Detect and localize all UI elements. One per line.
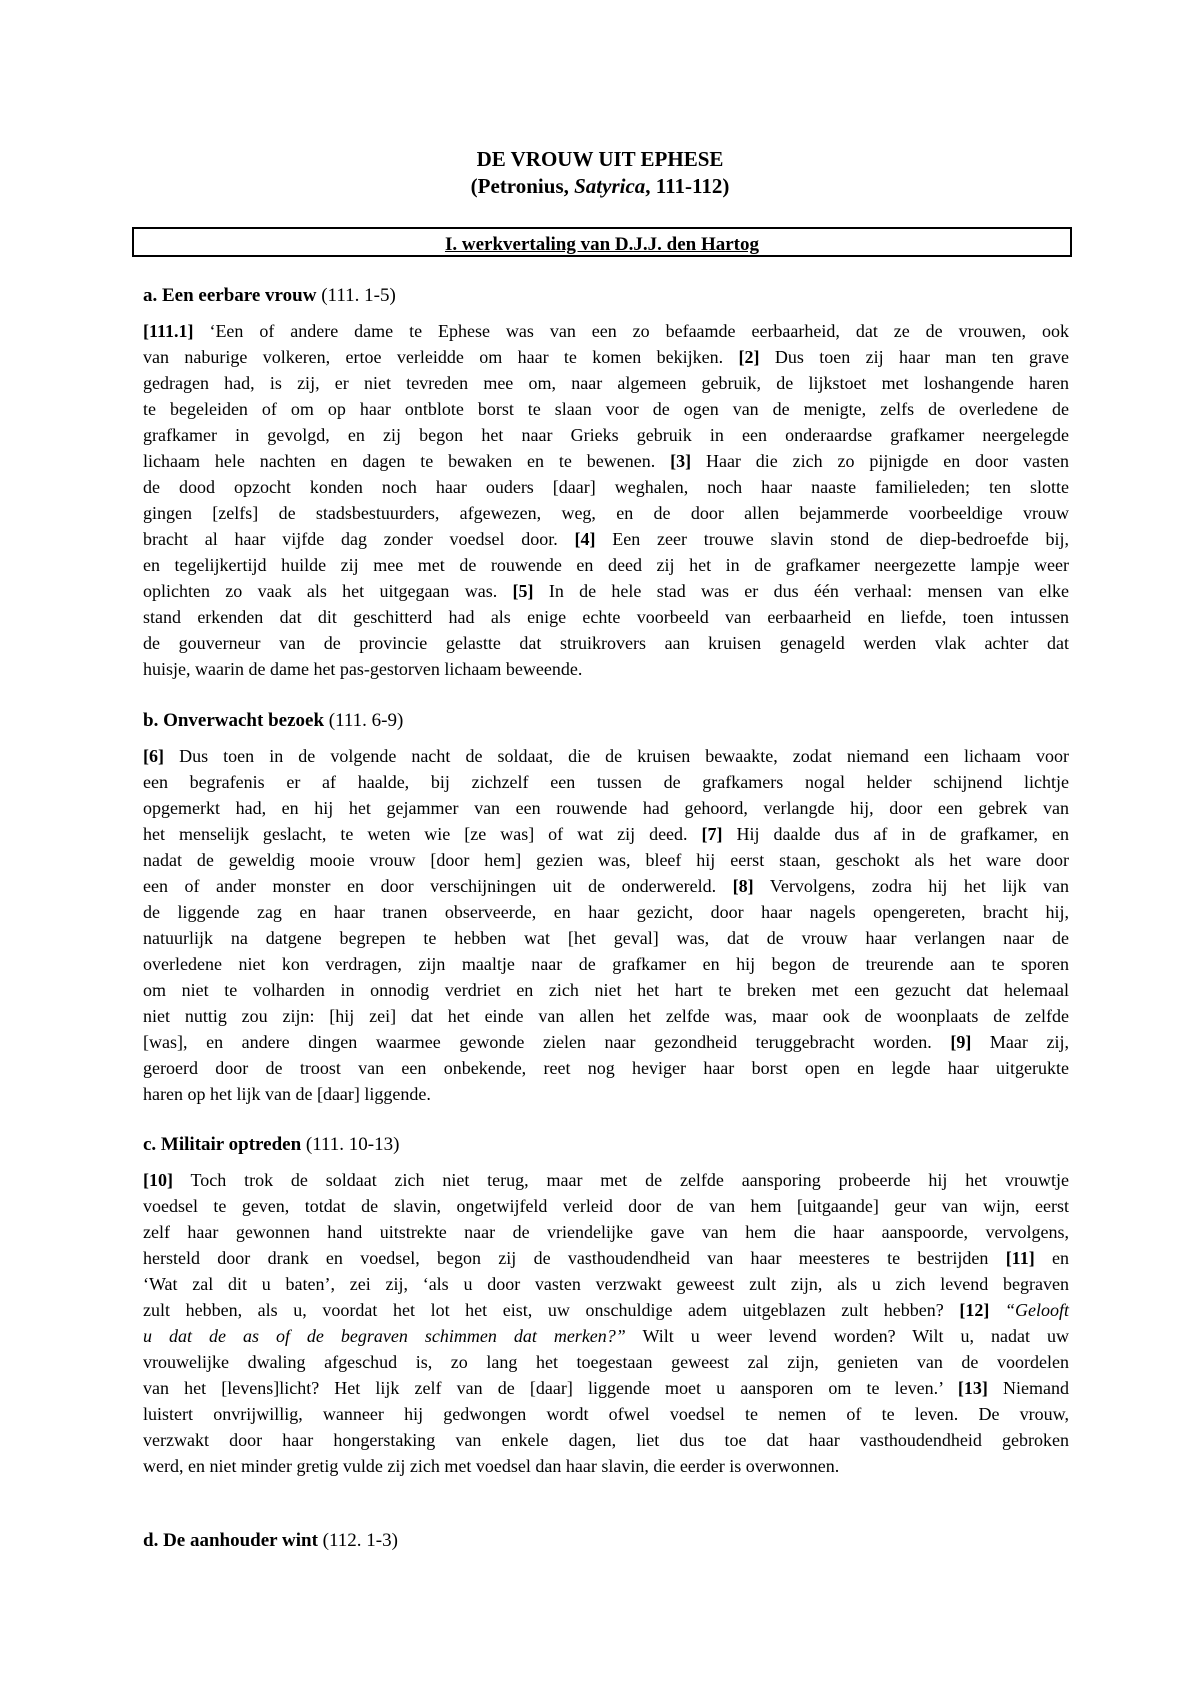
text-run: opgemerkt had, en hij het gejammer van een rouwende had gehoord, verlangde hij, door een gebrek van [143, 798, 1069, 818]
section-heading: I. werkvertaling van D.J.J. den Hartog [444, 234, 759, 255]
text-line [143, 318, 1069, 344]
text-line [143, 977, 1069, 1003]
text-line [143, 630, 1069, 656]
verse-ref: [7] [701, 824, 723, 844]
verse-ref: [13] [957, 1378, 988, 1398]
subsection-title: c. Militair optreden [143, 1134, 302, 1155]
text-run: oplichten zo vaak als het uitgegaan was. [143, 581, 513, 601]
text-run: een of ander monster en door verschijningen uit de onderwereld. [143, 876, 733, 896]
text-line [143, 1219, 1069, 1245]
text-line [143, 1245, 1069, 1271]
paragraph-c [143, 1167, 1069, 1479]
italic-text: “Gelooft [989, 1300, 1069, 1320]
text-run: stand erkenden dat dit geschitterd had als enige echte voorbeeld van eerbaarheid en liefde, toen intussen [143, 607, 1069, 627]
text-run: hersteld door drank en voedsel, begon zij de vasthoudendheid van haar meesteres te bestrijden [143, 1248, 1006, 1268]
text-run: Een zeer trouwe slavin stond de diep-bedroefde bij, [595, 529, 1069, 549]
text-run: om niet te volharden in onnodig verdriet en zich niet het hart te breken met een gezucht dat helemaal [143, 980, 1069, 1000]
text-run: te begeleiden of om op haar ontblote borst te slaan voor de ogen van de menigte, zelfs de overledene de [143, 399, 1069, 419]
subsection-title: d. De aanhouder wint [143, 1530, 318, 1551]
text-run: van het [levens]licht? Het lijk zelf van de [daar] liggende moet u aansporen om te leven.’ [143, 1378, 958, 1398]
text-line [143, 474, 1069, 500]
text-run: natuurlijk na datgene begrepen te hebben wat [het geval] was, dat de vrouw haar verlangen naar de [143, 928, 1069, 948]
text-run: Toch trok de soldaat zich niet terug, maar met de zelfde aansporing probeerde hij het vrouwtje [173, 1170, 1069, 1190]
text-run: verzwakt door haar hongerstaking van enkele dagen, liet dus toe dat haar vasthoudendheid gebroken [143, 1430, 1069, 1450]
text-run: een begrafenis er af haalde, bij zichzelf een tussen de grafkamers nogal helder schijnend lichtje [143, 772, 1069, 792]
subsection-heading-b [143, 710, 403, 732]
subsection-ref: (111. 6-9) [324, 710, 404, 731]
document-subtitle [0, 173, 1200, 200]
text-run: [was], en andere dingen waarmee gewonde zielen naar gezondheid teruggebracht worden. [143, 1032, 951, 1052]
text-line [143, 1375, 1069, 1401]
text-run: huisje, waarin de dame het pas-gestorven lichaam beweende. [143, 659, 583, 679]
text-line [143, 899, 1069, 925]
verse-ref: [5] [512, 581, 534, 601]
text-line [143, 1081, 1069, 1107]
subsection-title: a. Een eerbare vrouw [143, 285, 317, 306]
text-run: haren op het lijk van de [daar] liggende. [143, 1084, 431, 1104]
text-run: nadat de geweldig mooie vrouw [door hem] gezien was, bleef hij eerst staan, geschokt als het ware door [143, 850, 1069, 870]
text-line [143, 396, 1069, 422]
text-line [143, 743, 1069, 769]
text-line [143, 821, 1069, 847]
text-line [143, 448, 1069, 474]
subsection-heading-d [143, 1530, 398, 1552]
text-run: de liggende zag en haar tranen observeerde, en haar gezicht, door haar nagels opengereten, bracht hij, [143, 902, 1069, 922]
text-line [143, 769, 1069, 795]
text-run: Maar zij, [971, 1032, 1070, 1052]
text-run: gedragen had, is zij, er niet tevreden mee om, naar algemeen gebruik, de lijkstoet met loshangende haren [143, 373, 1069, 393]
verse-ref: [9] [950, 1032, 972, 1052]
text-run: grafkamer in gevolgd, en zij begon het naar Grieks gebruik in een onderaardse grafkamer neergelegde [143, 425, 1069, 445]
subsection-heading-a [143, 285, 396, 307]
text-line [143, 951, 1069, 977]
verse-ref: [111.1] [143, 321, 194, 341]
text-run: Dus toen zij haar man ten grave [759, 347, 1069, 367]
italic-text: u dat de as of de begraven schimmen dat merken?” [143, 1326, 626, 1346]
text-line [143, 1029, 1069, 1055]
text-line [143, 1453, 1069, 1479]
text-line [143, 1193, 1069, 1219]
text-line [143, 925, 1069, 951]
text-line [143, 370, 1069, 396]
text-run: geroerd door de troost van een onbekende, reet nog heviger haar borst open en legde haar uitgerukte [143, 1058, 1069, 1078]
text-run: Dus toen in de volgende nacht de soldaat, die de kruisen bewaakte, zodat niemand een lichaam voor [164, 746, 1069, 766]
text-run: Haar die zich zo pijnigde en door vasten [691, 451, 1069, 471]
text-line [143, 1349, 1069, 1375]
text-line [143, 1271, 1069, 1297]
text-line [143, 1297, 1069, 1323]
text-line [143, 1401, 1069, 1427]
subtitle-work: Satyrica [574, 174, 646, 198]
text-run: ‘Wat zal dit u baten’, zei zij, ‘als u door vasten verzwakt geweest zult zijn, als u zich levend begraven [143, 1274, 1069, 1294]
text-run: luistert onvrijwillig, wanneer hij gedwongen wordt ofwel voedsel te nemen of te leven. De vrouw, [143, 1404, 1069, 1424]
text-line [143, 795, 1069, 821]
document-title: DE VROUW UIT EPHESE [476, 147, 724, 171]
subsection-ref: (112. 1-3) [317, 1530, 398, 1551]
text-line [143, 526, 1069, 552]
verse-ref: [12] [959, 1300, 990, 1320]
text-line [143, 1427, 1069, 1453]
text-run: werd, en niet minder gretig vulde zij zich met voedsel dan haar slavin, die eerder is overwonnen. [143, 1456, 840, 1476]
text-run: In de hele stad was er dus één verhaal: mensen van elke [533, 581, 1069, 601]
text-run: van naburige volkeren, ertoe verleidde om haar te komen bekijken. [143, 347, 739, 367]
text-run: Wilt u weer levend worden? Wilt u, nadat uw [625, 1326, 1069, 1346]
verse-ref: [2] [738, 347, 760, 367]
verse-ref: [8] [732, 876, 754, 896]
text-line [143, 1055, 1069, 1081]
subsection-title: b. Onverwacht bezoek [143, 710, 325, 731]
text-line [143, 1323, 1069, 1349]
text-line [143, 578, 1069, 604]
text-run: en [1034, 1248, 1069, 1268]
text-line [143, 422, 1069, 448]
text-run: Niemand [987, 1378, 1070, 1398]
text-run: zult hebben, als u, voordat het lot het eist, uw onschuldige adem uitgeblazen zult hebben? [143, 1300, 960, 1320]
text-run: bracht al haar vijfde dag zonder voedsel door. [143, 529, 575, 549]
subsection-ref: (111. 10-13) [301, 1134, 400, 1155]
verse-ref: [3] [670, 451, 692, 471]
text-run: gingen [zelfs] de stadsbestuurders, afgewezen, weg, en de door allen bejammerde voorbeeldige vrouw [143, 503, 1069, 523]
text-run: de dood opzocht konden noch haar ouders [daar] weghalen, noch haar naaste familieleden; ten slotte [143, 477, 1069, 497]
subsection-heading-c [143, 1134, 399, 1156]
text-line [143, 873, 1069, 899]
text-line [143, 656, 1069, 682]
text-run: Vervolgens, zodra hij het lijk van [753, 876, 1069, 896]
verse-ref: [6] [143, 746, 164, 766]
text-run: Hij daalde dus af in de grafkamer, en [722, 824, 1069, 844]
text-line [143, 344, 1069, 370]
text-run: niet nuttig zou zijn: [hij zei] dat het einde van allen het zelfde was, maar ook de woonplaats de zelfde [143, 1006, 1069, 1026]
text-run: het menselijk geslacht, te weten wie [ze was] of wat zij deed. [143, 824, 702, 844]
subtitle-ref: , 111-112) [645, 174, 730, 198]
subsection-ref: (111. 1-5) [316, 285, 396, 306]
text-run: overledene niet kon verdragen, zijn maaltje naar de grafkamer en hij begon de treurende aan te sporen [143, 954, 1069, 974]
text-line [143, 1003, 1069, 1029]
text-run: en tegelijkertijd huilde zij mee met de rouwende en deed zij het in de grafkamer neergezette lampje weer [143, 555, 1069, 575]
text-line [143, 552, 1069, 578]
text-line [143, 1167, 1069, 1193]
verse-ref: [10] [143, 1170, 173, 1190]
text-run: zelf haar gewonnen hand uitstrekte naar de vriendelijke gave van hem die haar aanspoorde, vervolgens, [143, 1222, 1069, 1242]
text-run: lichaam hele nachten en dagen te bewaken en te bewenen. [143, 451, 671, 471]
text-run: ‘Een of andere dame te Ephese was van een zo befaamde eerbaarheid, dat ze de vrouwen, ook [193, 321, 1069, 341]
paragraph-b [143, 743, 1069, 1107]
paragraph-a [143, 318, 1069, 682]
section-heading-box [132, 227, 1072, 257]
verse-ref: [11] [1005, 1248, 1035, 1268]
subtitle-author: (Petronius, [470, 174, 575, 198]
text-run: de gouverneur van de provincie gelastte dat struikrovers aan kruisen genageld werden vlak achter dat [143, 633, 1069, 653]
verse-ref: [4] [574, 529, 596, 549]
text-line [143, 847, 1069, 873]
text-run: voedsel te geven, totdat de slavin, ongetwijfeld verleid door de van hem [uitgaande] geur van wijn, eerst [143, 1196, 1069, 1216]
text-line [143, 500, 1069, 526]
text-line [143, 604, 1069, 630]
text-run: vrouwelijke dwaling afgeschud is, zo lang het toegestaan geweest zal zijn, genieten van de voordelen [143, 1352, 1069, 1372]
